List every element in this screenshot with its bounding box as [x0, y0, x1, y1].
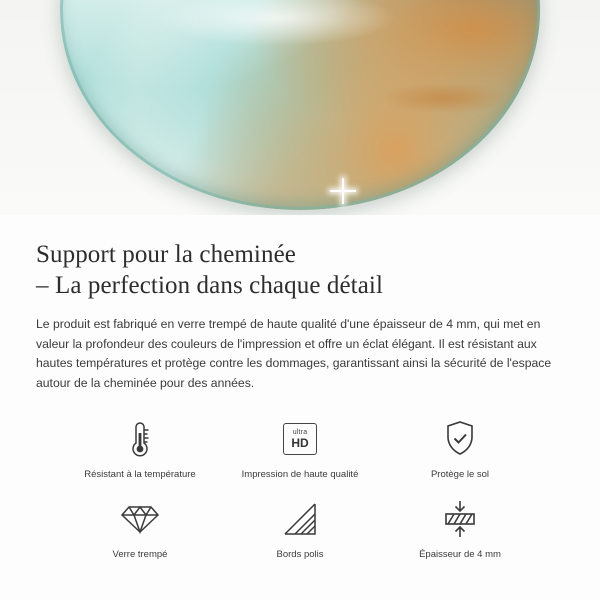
- ultra-hd-badge-bottom: HD: [291, 436, 309, 450]
- thickness-arrows-icon: [440, 497, 480, 541]
- glass-plate-image: [60, 0, 540, 210]
- description-paragraph: Le produit est fabriqué en verre trempé de haute qualité d'une épaisseur de 4 mm, qui met en valeur la profondeur des couleurs de l'impression et offre un éclat élégant. Il est résistant aux hautes températures et protège contre les dommages, garantissant ainsi la sécurité de l'espace autour de la cheminée pour des années.: [36, 317, 552, 390]
- feature-item-thickness: [380, 497, 540, 561]
- page-title-line-1: Support pour la cheminée: [36, 241, 296, 268]
- glass-plate-edge: [60, 0, 540, 210]
- feature-grid: [36, 417, 564, 561]
- hero-image: [0, 0, 600, 215]
- page-title-line-2: – La perfection dans chaque détail: [36, 272, 383, 299]
- page-title: [36, 239, 564, 301]
- feature-label: Verre trempé: [112, 549, 168, 560]
- feature-label: Protège le sol: [430, 469, 490, 480]
- feature-item-tempered-glass: [60, 497, 220, 561]
- feature-label: Épaisseur de 4 mm: [419, 549, 501, 560]
- feature-item-polished-edges: [220, 497, 380, 561]
- feature-label: Résistant à la température: [84, 469, 196, 480]
- polished-edges-icon: [283, 497, 317, 541]
- feature-label: Bords polis: [276, 549, 324, 560]
- diamond-icon: [120, 497, 160, 541]
- feature-item-floor-protection: [380, 417, 540, 481]
- feature-label: Impression de haute qualité: [241, 469, 359, 480]
- content-section: [0, 215, 600, 561]
- feature-item-temperature: [60, 417, 220, 481]
- ultra-hd-icon: [283, 417, 317, 461]
- ultra-hd-badge-top: ultra: [292, 429, 308, 436]
- shield-check-icon: [443, 417, 477, 461]
- thermometer-icon: [127, 417, 153, 461]
- feature-item-print-quality: [220, 417, 380, 481]
